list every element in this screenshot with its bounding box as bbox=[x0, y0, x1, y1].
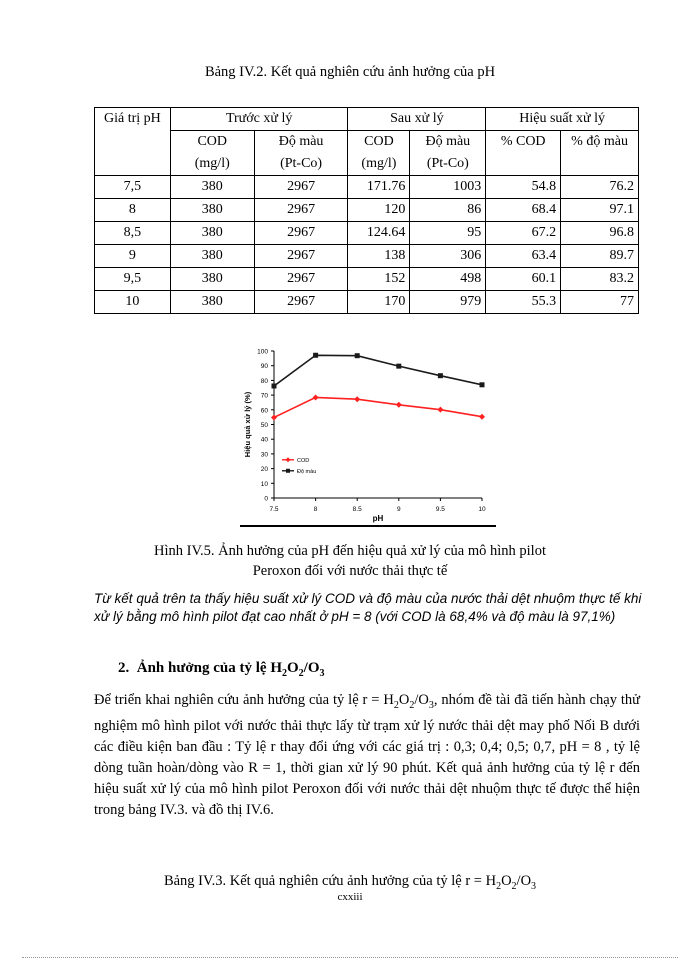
data-point bbox=[396, 364, 401, 369]
section-title-part3: /O bbox=[303, 660, 320, 676]
cell-pct-cod: 67.2 bbox=[486, 222, 561, 245]
x-tick-label: 7.5 bbox=[269, 506, 279, 513]
chart-svg bbox=[236, 340, 498, 530]
page-bottom-divider bbox=[22, 957, 678, 958]
cell-pct-cod: 63.4 bbox=[486, 245, 561, 268]
cell-cod-before: 380 bbox=[170, 291, 254, 314]
cell-color-before: 2967 bbox=[254, 245, 348, 268]
cell-ph: 9 bbox=[95, 245, 171, 268]
cell-pct-color: 77 bbox=[561, 291, 639, 314]
cell-color-before: 2967 bbox=[254, 291, 348, 314]
data-point bbox=[437, 407, 443, 413]
table-unit-row bbox=[95, 153, 639, 176]
data-point bbox=[438, 373, 443, 378]
data-point bbox=[313, 394, 319, 400]
cell-color-after: 1003 bbox=[410, 176, 486, 199]
header-before: Trước xử lý bbox=[170, 108, 348, 131]
x-tick-label: 9.5 bbox=[435, 506, 445, 513]
body-sub3: 3 bbox=[428, 699, 434, 711]
unit-empty-2 bbox=[561, 153, 639, 176]
body-part2: O bbox=[398, 692, 410, 708]
section-sub1: 2 bbox=[282, 668, 287, 679]
cell-cod-before: 380 bbox=[170, 199, 254, 222]
legend-label-1: Độ màu bbox=[297, 468, 317, 475]
legend-marker-1 bbox=[286, 469, 290, 473]
header-cod-after: COD bbox=[348, 131, 410, 154]
cell-ph: 10 bbox=[95, 291, 171, 314]
cell-color-after: 979 bbox=[410, 291, 486, 314]
table-caption: Bảng IV.2. Kết quả nghiên cứu ảnh hưởng của pH bbox=[204, 64, 496, 80]
cell-pct-cod: 68.4 bbox=[486, 199, 561, 222]
table-row bbox=[95, 176, 639, 199]
table-row bbox=[95, 268, 639, 291]
t2cap-sub3: 3 bbox=[531, 880, 537, 892]
cell-cod-before: 380 bbox=[170, 268, 254, 291]
legend-label-0: COD bbox=[297, 457, 310, 464]
cell-cod-before: 380 bbox=[170, 245, 254, 268]
y-tick-label: 60 bbox=[260, 407, 268, 415]
cell-color-after: 498 bbox=[410, 268, 486, 291]
cell-cod-after: 120 bbox=[348, 199, 410, 222]
x-tick-label: 10 bbox=[478, 506, 486, 513]
cell-ph: 8,5 bbox=[95, 222, 171, 245]
body-part1: Để triển khai nghiên cứu ảnh hưởng của tỷ lệ r = H bbox=[94, 692, 394, 708]
cell-ph: 8 bbox=[95, 199, 171, 222]
cell-color-after: 306 bbox=[410, 245, 486, 268]
figure-caption bbox=[0, 541, 700, 581]
body-sub2: 2 bbox=[409, 699, 415, 711]
cell-pct-cod: 60.1 bbox=[486, 268, 561, 291]
table-subheader-row bbox=[95, 131, 639, 154]
data-point bbox=[355, 353, 360, 358]
body-sub1: 2 bbox=[393, 699, 399, 711]
t2cap-part3: /O bbox=[516, 873, 532, 889]
unit-color-before: (Pt-Co) bbox=[254, 153, 348, 176]
cell-pct-color: 97.1 bbox=[561, 199, 639, 222]
cell-pct-color: 83.2 bbox=[561, 268, 639, 291]
header-ph-end bbox=[95, 153, 171, 176]
cell-cod-after: 171.76 bbox=[348, 176, 410, 199]
cell-pct-color: 76.2 bbox=[561, 176, 639, 199]
header-efficiency: Hiệu suất xử lý bbox=[486, 108, 639, 131]
ph-efficiency-chart bbox=[236, 340, 498, 530]
unit-cod-after: (mg/l) bbox=[348, 153, 410, 176]
section-title-part1: Ảnh hưởng của tỷ lệ H bbox=[136, 660, 282, 676]
table-row bbox=[95, 245, 639, 268]
y-tick-label: 70 bbox=[260, 392, 268, 400]
cell-pct-color: 96.8 bbox=[561, 222, 639, 245]
legend-marker-0 bbox=[286, 457, 291, 462]
header-ph: Giá trị pH bbox=[95, 108, 171, 131]
table-row bbox=[95, 222, 639, 245]
cell-cod-after: 170 bbox=[348, 291, 410, 314]
ph-results-table bbox=[94, 107, 639, 314]
y-tick-label: 90 bbox=[260, 363, 268, 371]
cell-pct-cod: 55.3 bbox=[486, 291, 561, 314]
header-color-before: Độ màu bbox=[254, 131, 348, 154]
y-tick-label: 0 bbox=[264, 495, 268, 503]
cell-pct-cod: 54.8 bbox=[486, 176, 561, 199]
section-sub2: 2 bbox=[298, 668, 304, 679]
figure-caption-line2: Peroxon đối với nước thải thực tế bbox=[252, 563, 448, 579]
conclusion-paragraph: Từ kết quả trên ta thấy hiệu suất xử lý COD và độ màu của nước thải dệt nhuộm thực tế khi xử lý bằng mô hình pilot đạt cao nhất ở pH = 8 (với COD là 68,4% và độ màu là 97,1%) bbox=[94, 591, 642, 624]
unit-color-after: (Pt-Co) bbox=[410, 153, 486, 176]
data-point bbox=[480, 382, 485, 387]
t2cap-sub1: 2 bbox=[496, 880, 502, 892]
y-tick-label: 40 bbox=[260, 436, 268, 444]
unit-cod-before: (mg/l) bbox=[170, 153, 254, 176]
header-cod-before: COD bbox=[170, 131, 254, 154]
header-after: Sau xử lý bbox=[348, 108, 486, 131]
cell-cod-after: 138 bbox=[348, 245, 410, 268]
data-point bbox=[479, 414, 485, 420]
cell-color-before: 2967 bbox=[254, 176, 348, 199]
table-header-row bbox=[95, 108, 639, 131]
x-axis-label: pH bbox=[372, 514, 384, 523]
t2cap-part2: O bbox=[501, 873, 512, 889]
cell-cod-after: 152 bbox=[348, 268, 410, 291]
data-point bbox=[313, 353, 318, 358]
table-row bbox=[95, 291, 639, 314]
y-tick-label: 20 bbox=[260, 466, 268, 474]
cell-color-before: 2967 bbox=[254, 199, 348, 222]
t2cap-part1: Bảng IV.3. Kết quả nghiên cứu ảnh hưởng của tỷ lệ r = H bbox=[163, 873, 497, 889]
table2-caption bbox=[0, 873, 700, 892]
y-tick-label: 10 bbox=[260, 480, 268, 488]
body-paragraph bbox=[94, 690, 640, 821]
y-tick-label: 100 bbox=[257, 348, 268, 356]
unit-empty-1 bbox=[486, 153, 561, 176]
cell-color-before: 2967 bbox=[254, 268, 348, 291]
header-pct-color: % độ màu bbox=[561, 131, 639, 154]
cell-color-before: 2967 bbox=[254, 222, 348, 245]
section-title-part2: O bbox=[287, 660, 299, 676]
cell-cod-before: 380 bbox=[170, 176, 254, 199]
page-number: cxxiii bbox=[337, 891, 363, 903]
cell-pct-color: 89.7 bbox=[561, 245, 639, 268]
section-number: 2. bbox=[118, 660, 130, 676]
body-part3: /O bbox=[414, 692, 429, 708]
table-row bbox=[95, 199, 639, 222]
series-line-1 bbox=[274, 355, 482, 386]
cell-cod-before: 380 bbox=[170, 222, 254, 245]
data-point bbox=[354, 396, 360, 402]
figure-caption-line1: Hình IV.5. Ảnh hưởng của pH đến hiệu quả xử lý của mô hình pilot bbox=[153, 543, 546, 559]
header-pct-cod: % COD bbox=[486, 131, 561, 154]
y-tick-label: 30 bbox=[260, 451, 268, 459]
cell-color-after: 86 bbox=[410, 199, 486, 222]
data-point bbox=[272, 383, 277, 388]
x-tick-label: 8.5 bbox=[352, 506, 362, 513]
t2cap-sub2: 2 bbox=[511, 880, 517, 892]
y-axis-label: Hiệu quả xử lý (%) bbox=[243, 391, 252, 458]
series-line-0 bbox=[274, 397, 482, 417]
y-tick-label: 50 bbox=[260, 422, 268, 429]
header-color-after: Độ màu bbox=[410, 131, 486, 154]
data-point bbox=[396, 402, 402, 408]
section-heading bbox=[118, 660, 325, 679]
body-part4: , nhóm đề tài đã tiến hành chạy thử nghiệm mô hình pilot với nước thải thực lấy từ trạm xử lý nước thải dệt may phố Nối B dưới các điều kiện ban đầu : Tỷ lệ r thay đổi ứng với các giá trị : 0,3; 0,4; 0,5; 0,7, pH = 8 , tỷ lệ dòng tuần hoàn/dòng vào R = 1, thời gian xử lý 90 phút. Kết quả ảnh hưởng của tỷ lệ r đến hiệu suất xử lý của mô hình pilot Peroxon đối với nước thải dệt nhuộm thực tế được thể hiện trong bảng IV.3. và đồ thị IV.6. bbox=[94, 692, 640, 818]
header-ph-cont bbox=[95, 131, 171, 154]
y-tick-label: 80 bbox=[260, 377, 268, 385]
data-point bbox=[271, 414, 277, 420]
cell-cod-after: 124.64 bbox=[348, 222, 410, 245]
x-tick-label: 9 bbox=[396, 506, 401, 513]
cell-ph: 9,5 bbox=[95, 268, 171, 291]
section-sub3: 3 bbox=[319, 668, 325, 679]
x-tick-label: 8 bbox=[313, 506, 318, 513]
cell-color-after: 95 bbox=[410, 222, 486, 245]
cell-ph: 7,5 bbox=[95, 176, 171, 199]
